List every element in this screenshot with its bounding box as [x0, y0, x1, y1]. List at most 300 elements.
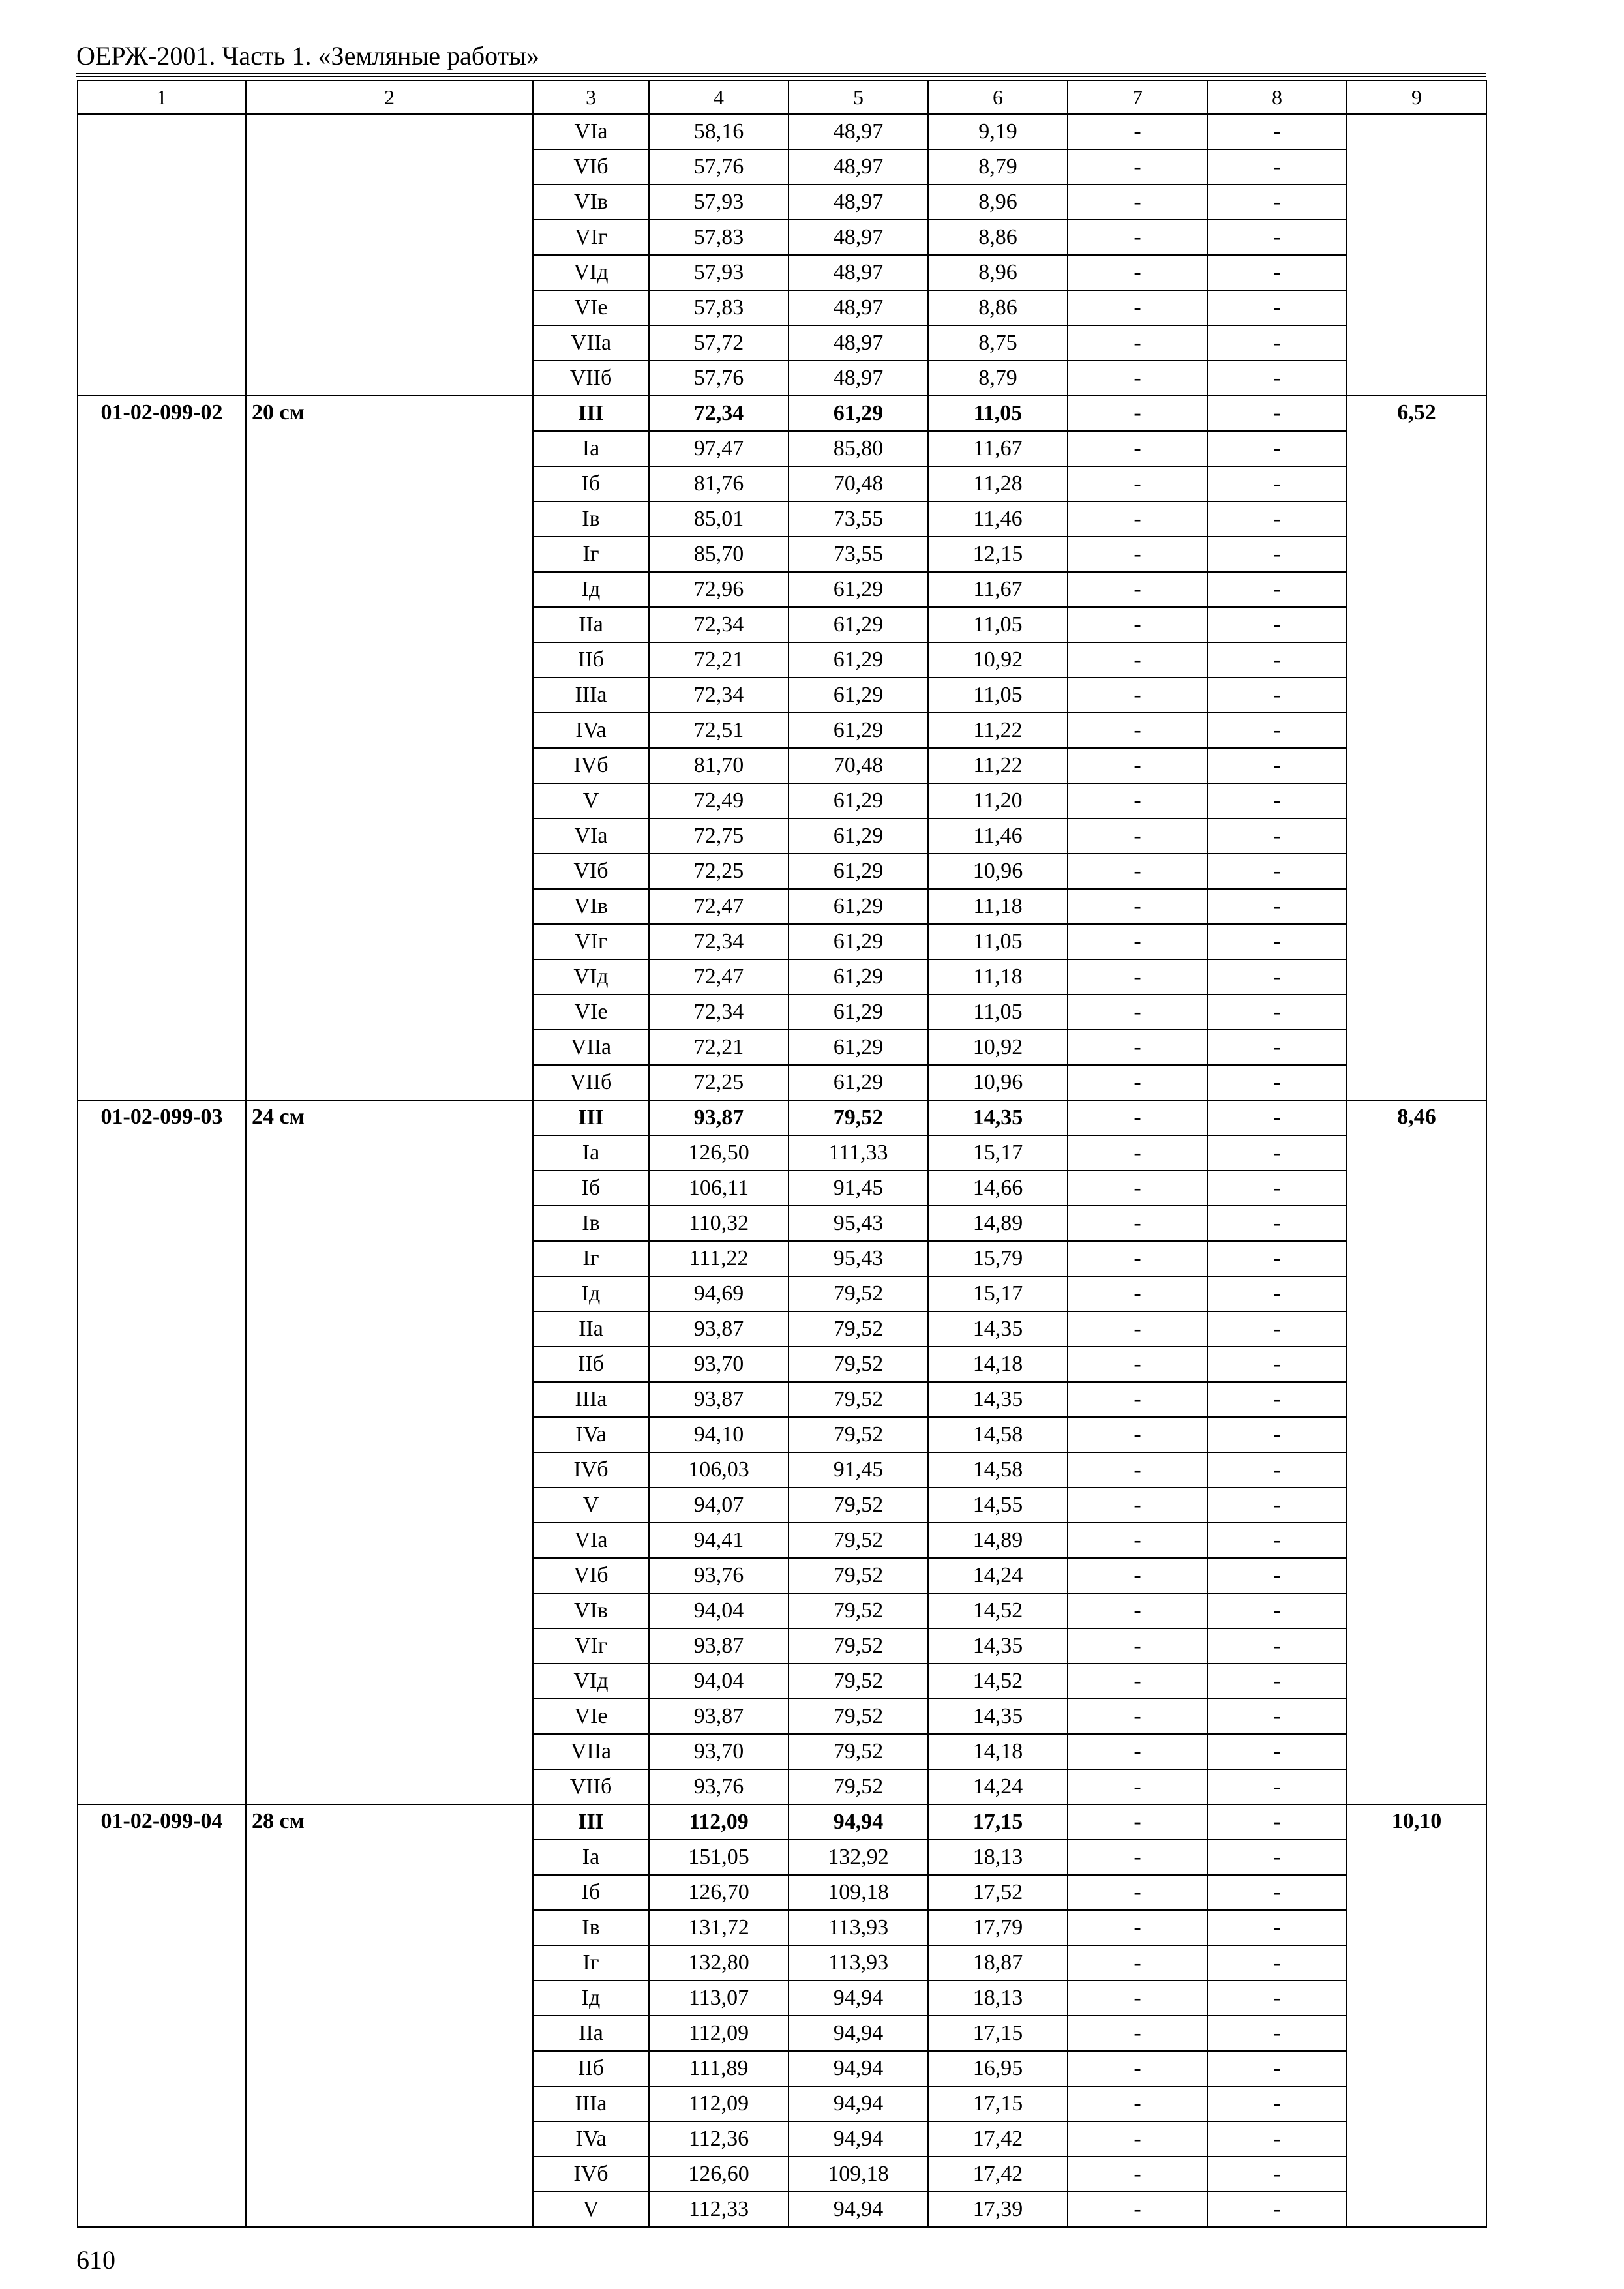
machine-cost-cell: 10,96 [928, 1065, 1068, 1100]
driver-wages-cell: - [1068, 1945, 1207, 1981]
category-cell: IIб [533, 642, 649, 678]
category-cell: VIг [533, 220, 649, 255]
driver-wages-cell: - [1068, 1276, 1207, 1311]
category-cell: IVa [533, 713, 649, 748]
table-row [78, 114, 1486, 149]
labor-cost-cell [1347, 114, 1486, 396]
materials-cell: - [1207, 185, 1347, 220]
wages-cell: 132,92 [789, 1840, 928, 1875]
wages-cell: 70,48 [789, 466, 928, 501]
machine-cost-cell: 11,20 [928, 783, 1068, 818]
wages-cell: 79,52 [789, 1734, 928, 1769]
driver-wages-cell: - [1068, 1699, 1207, 1734]
category-cell: Iб [533, 1171, 649, 1206]
wages-cell: 48,97 [789, 220, 928, 255]
total-cost-cell: 94,10 [649, 1417, 789, 1452]
category-cell: III [533, 396, 649, 431]
wages-cell: 61,29 [789, 713, 928, 748]
wages-cell: 109,18 [789, 2157, 928, 2192]
category-cell: VIIa [533, 1030, 649, 1065]
wages-cell: 61,29 [789, 1030, 928, 1065]
machine-cost-cell: 11,28 [928, 466, 1068, 501]
category-cell: VIIa [533, 325, 649, 361]
driver-wages-cell: - [1068, 995, 1207, 1030]
driver-wages-cell: - [1068, 501, 1207, 537]
category-cell: III [533, 1804, 649, 1840]
category-cell: VIe [533, 1699, 649, 1734]
total-cost-cell: 57,93 [649, 255, 789, 290]
machine-cost-cell: 11,22 [928, 713, 1068, 748]
driver-wages-cell: - [1068, 1171, 1207, 1206]
total-cost-cell: 93,87 [649, 1311, 789, 1347]
wages-cell: 48,97 [789, 149, 928, 185]
materials-cell: - [1207, 1171, 1347, 1206]
materials-cell: - [1207, 149, 1347, 185]
category-cell: Iв [533, 1206, 649, 1241]
wages-cell: 61,29 [789, 818, 928, 854]
category-cell: Iб [533, 466, 649, 501]
materials-cell: - [1207, 1065, 1347, 1100]
category-cell: V [533, 783, 649, 818]
total-cost-cell: 57,72 [649, 325, 789, 361]
wages-cell: 94,94 [789, 2192, 928, 2227]
materials-cell: - [1207, 1100, 1347, 1135]
materials-cell: - [1207, 1452, 1347, 1488]
machine-cost-cell: 8,86 [928, 290, 1068, 325]
wages-cell: 79,52 [789, 1347, 928, 1382]
total-cost-cell: 93,87 [649, 1100, 789, 1135]
wages-cell: 95,43 [789, 1241, 928, 1276]
category-cell: VIб [533, 854, 649, 889]
wages-cell: 79,52 [789, 1382, 928, 1417]
wages-cell: 61,29 [789, 924, 928, 959]
materials-cell: - [1207, 361, 1347, 396]
driver-wages-cell: - [1068, 290, 1207, 325]
total-cost-cell: 72,75 [649, 818, 789, 854]
driver-wages-cell: - [1068, 1804, 1207, 1840]
column-number: 5 [789, 80, 928, 114]
wages-cell: 95,43 [789, 1206, 928, 1241]
driver-wages-cell: - [1068, 572, 1207, 607]
materials-cell: - [1207, 1417, 1347, 1452]
category-cell: V [533, 2192, 649, 2227]
wages-cell: 113,93 [789, 1910, 928, 1945]
machine-cost-cell: 14,24 [928, 1769, 1068, 1804]
machine-cost-cell: 14,55 [928, 1488, 1068, 1523]
wages-cell: 61,29 [789, 678, 928, 713]
total-cost-cell: 113,07 [649, 1981, 789, 2016]
category-cell: VIa [533, 1523, 649, 1558]
driver-wages-cell: - [1068, 607, 1207, 642]
driver-wages-cell: - [1068, 642, 1207, 678]
rate-code-cell: 01-02-099-04 [78, 1804, 246, 2227]
wages-cell: 79,52 [789, 1558, 928, 1593]
category-cell: IVa [533, 1417, 649, 1452]
wages-cell: 91,45 [789, 1452, 928, 1488]
materials-cell: - [1207, 572, 1347, 607]
total-cost-cell: 106,03 [649, 1452, 789, 1488]
page-number: 610 [76, 2245, 115, 2275]
category-cell: Iд [533, 1276, 649, 1311]
machine-cost-cell: 17,52 [928, 1875, 1068, 1910]
category-cell: VIд [533, 1664, 649, 1699]
category-cell: Iд [533, 1981, 649, 2016]
materials-cell: - [1207, 2086, 1347, 2121]
wages-cell: 61,29 [789, 959, 928, 995]
total-cost-cell: 94,04 [649, 1664, 789, 1699]
category-cell: IVб [533, 1452, 649, 1488]
category-cell: IVб [533, 2157, 649, 2192]
total-cost-cell: 112,09 [649, 2016, 789, 2051]
wages-cell: 79,52 [789, 1417, 928, 1452]
description-cell: 20 см [246, 396, 533, 1100]
materials-cell: - [1207, 2192, 1347, 2227]
category-cell: Ia [533, 431, 649, 466]
machine-cost-cell: 11,18 [928, 889, 1068, 924]
category-cell: VIв [533, 185, 649, 220]
category-cell: IIб [533, 1347, 649, 1382]
driver-wages-cell: - [1068, 924, 1207, 959]
total-cost-cell: 131,72 [649, 1910, 789, 1945]
wages-cell: 48,97 [789, 325, 928, 361]
header-double-rule [76, 73, 1486, 77]
machine-cost-cell: 14,52 [928, 1664, 1068, 1699]
wages-cell: 111,33 [789, 1135, 928, 1171]
column-number: 4 [649, 80, 789, 114]
category-cell: VIг [533, 924, 649, 959]
driver-wages-cell: - [1068, 2157, 1207, 2192]
materials-cell: - [1207, 1875, 1347, 1910]
total-cost-cell: 111,89 [649, 2051, 789, 2086]
driver-wages-cell: - [1068, 1382, 1207, 1417]
wages-cell: 61,29 [789, 854, 928, 889]
materials-cell: - [1207, 1593, 1347, 1628]
wages-cell: 48,97 [789, 290, 928, 325]
driver-wages-cell: - [1068, 1593, 1207, 1628]
wages-cell: 94,94 [789, 2051, 928, 2086]
total-cost-cell: 72,34 [649, 924, 789, 959]
driver-wages-cell: - [1068, 537, 1207, 572]
machine-cost-cell: 8,79 [928, 361, 1068, 396]
machine-cost-cell: 14,35 [928, 1382, 1068, 1417]
category-cell: VIд [533, 255, 649, 290]
driver-wages-cell: - [1068, 2051, 1207, 2086]
materials-cell: - [1207, 501, 1347, 537]
driver-wages-cell: - [1068, 1417, 1207, 1452]
materials-cell: - [1207, 2051, 1347, 2086]
total-cost-cell: 126,50 [649, 1135, 789, 1171]
category-cell: IIa [533, 2016, 649, 2051]
materials-cell: - [1207, 396, 1347, 431]
driver-wages-cell: - [1068, 149, 1207, 185]
description-cell: 24 см [246, 1100, 533, 1804]
driver-wages-cell: - [1068, 2121, 1207, 2157]
materials-cell: - [1207, 1206, 1347, 1241]
total-cost-cell: 72,34 [649, 607, 789, 642]
category-cell: VIIб [533, 1769, 649, 1804]
wages-cell: 79,52 [789, 1664, 928, 1699]
category-cell: Iг [533, 1945, 649, 1981]
wages-cell: 79,52 [789, 1523, 928, 1558]
materials-cell: - [1207, 1981, 1347, 2016]
category-cell: V [533, 1488, 649, 1523]
wages-cell: 48,97 [789, 114, 928, 149]
machine-cost-cell: 17,42 [928, 2157, 1068, 2192]
driver-wages-cell: - [1068, 185, 1207, 220]
materials-cell: - [1207, 1664, 1347, 1699]
materials-cell: - [1207, 325, 1347, 361]
materials-cell: - [1207, 220, 1347, 255]
machine-cost-cell: 15,79 [928, 1241, 1068, 1276]
total-cost-cell: 72,34 [649, 995, 789, 1030]
table-row [78, 396, 1486, 431]
driver-wages-cell: - [1068, 325, 1207, 361]
rate-code-cell: 01-02-099-02 [78, 396, 246, 1100]
machine-cost-cell: 18,13 [928, 1981, 1068, 2016]
wages-cell: 94,94 [789, 2121, 928, 2157]
driver-wages-cell: - [1068, 1664, 1207, 1699]
total-cost-cell: 97,47 [649, 431, 789, 466]
column-number: 6 [928, 80, 1068, 114]
driver-wages-cell: - [1068, 1030, 1207, 1065]
driver-wages-cell: - [1068, 1910, 1207, 1945]
machine-cost-cell: 9,19 [928, 114, 1068, 149]
wages-cell: 79,52 [789, 1311, 928, 1347]
wages-cell: 61,29 [789, 607, 928, 642]
driver-wages-cell: - [1068, 2192, 1207, 2227]
column-number: 7 [1068, 80, 1207, 114]
category-cell: IVб [533, 748, 649, 783]
category-cell: VIб [533, 1558, 649, 1593]
machine-cost-cell: 14,35 [928, 1311, 1068, 1347]
total-cost-cell: 57,76 [649, 361, 789, 396]
driver-wages-cell: - [1068, 959, 1207, 995]
table-body [78, 114, 1486, 2227]
total-cost-cell: 126,60 [649, 2157, 789, 2192]
materials-cell: - [1207, 607, 1347, 642]
materials-cell: - [1207, 1628, 1347, 1664]
category-cell: VIв [533, 889, 649, 924]
category-cell: VIIб [533, 361, 649, 396]
rate-code-cell: 01-02-099-03 [78, 1100, 246, 1804]
machine-cost-cell: 16,95 [928, 2051, 1068, 2086]
category-cell: VIб [533, 149, 649, 185]
total-cost-cell: 94,07 [649, 1488, 789, 1523]
machine-cost-cell: 14,18 [928, 1347, 1068, 1382]
materials-cell: - [1207, 1135, 1347, 1171]
total-cost-cell: 57,76 [649, 149, 789, 185]
wages-cell: 91,45 [789, 1171, 928, 1206]
total-cost-cell: 57,83 [649, 220, 789, 255]
total-cost-cell: 93,87 [649, 1382, 789, 1417]
column-number: 1 [78, 80, 246, 114]
wages-cell: 94,94 [789, 1804, 928, 1840]
table-row [78, 1804, 1486, 1840]
machine-cost-cell: 11,05 [928, 396, 1068, 431]
materials-cell: - [1207, 2016, 1347, 2051]
total-cost-cell: 93,76 [649, 1558, 789, 1593]
driver-wages-cell: - [1068, 1628, 1207, 1664]
machine-cost-cell: 8,79 [928, 149, 1068, 185]
wages-cell: 48,97 [789, 361, 928, 396]
machine-cost-cell: 17,15 [928, 2086, 1068, 2121]
machine-cost-cell: 18,87 [928, 1945, 1068, 1981]
materials-cell: - [1207, 995, 1347, 1030]
total-cost-cell: 93,76 [649, 1769, 789, 1804]
materials-cell: - [1207, 854, 1347, 889]
machine-cost-cell: 14,66 [928, 1171, 1068, 1206]
driver-wages-cell: - [1068, 114, 1207, 149]
machine-cost-cell: 11,67 [928, 431, 1068, 466]
category-cell: VIe [533, 995, 649, 1030]
total-cost-cell: 81,76 [649, 466, 789, 501]
category-cell: IIб [533, 2051, 649, 2086]
category-cell: VIд [533, 959, 649, 995]
driver-wages-cell: - [1068, 1135, 1207, 1171]
total-cost-cell: 85,70 [649, 537, 789, 572]
total-cost-cell: 112,36 [649, 2121, 789, 2157]
machine-cost-cell: 10,92 [928, 642, 1068, 678]
wages-cell: 73,55 [789, 501, 928, 537]
machine-cost-cell: 14,89 [928, 1206, 1068, 1241]
description-cell: 28 см [246, 1804, 533, 2227]
driver-wages-cell: - [1068, 361, 1207, 396]
wages-cell: 61,29 [789, 572, 928, 607]
column-number: 3 [533, 80, 649, 114]
machine-cost-cell: 10,92 [928, 1030, 1068, 1065]
machine-cost-cell: 14,52 [928, 1593, 1068, 1628]
labor-cost-cell: 6,52 [1347, 396, 1486, 1100]
total-cost-cell: 72,21 [649, 642, 789, 678]
wages-cell: 109,18 [789, 1875, 928, 1910]
total-cost-cell: 112,09 [649, 1804, 789, 1840]
materials-cell: - [1207, 1840, 1347, 1875]
driver-wages-cell: - [1068, 889, 1207, 924]
machine-cost-cell: 8,75 [928, 325, 1068, 361]
driver-wages-cell: - [1068, 783, 1207, 818]
page-header: ОЕРЖ-2001. Часть 1. «Земляные работы» [76, 41, 539, 70]
driver-wages-cell: - [1068, 818, 1207, 854]
wages-cell: 94,94 [789, 2086, 928, 2121]
total-cost-cell: 93,87 [649, 1628, 789, 1664]
category-cell: IIIa [533, 1382, 649, 1417]
machine-cost-cell: 11,05 [928, 678, 1068, 713]
category-cell: Iг [533, 1241, 649, 1276]
driver-wages-cell: - [1068, 1488, 1207, 1523]
materials-cell: - [1207, 1030, 1347, 1065]
driver-wages-cell: - [1068, 1206, 1207, 1241]
materials-cell: - [1207, 2121, 1347, 2157]
driver-wages-cell: - [1068, 748, 1207, 783]
machine-cost-cell: 18,13 [928, 1840, 1068, 1875]
machine-cost-cell: 8,86 [928, 220, 1068, 255]
driver-wages-cell: - [1068, 1769, 1207, 1804]
total-cost-cell: 72,25 [649, 1065, 789, 1100]
wages-cell: 70,48 [789, 748, 928, 783]
machine-cost-cell: 14,35 [928, 1628, 1068, 1664]
column-number: 2 [246, 80, 533, 114]
total-cost-cell: 72,49 [649, 783, 789, 818]
total-cost-cell: 72,47 [649, 959, 789, 995]
category-cell: VIIa [533, 1734, 649, 1769]
materials-cell: - [1207, 1699, 1347, 1734]
driver-wages-cell: - [1068, 678, 1207, 713]
driver-wages-cell: - [1068, 255, 1207, 290]
materials-cell: - [1207, 959, 1347, 995]
table-row [78, 1100, 1486, 1135]
total-cost-cell: 94,41 [649, 1523, 789, 1558]
machine-cost-cell: 11,46 [928, 501, 1068, 537]
category-cell: IIa [533, 607, 649, 642]
total-cost-cell: 112,09 [649, 2086, 789, 2121]
total-cost-cell: 72,21 [649, 1030, 789, 1065]
wages-cell: 79,52 [789, 1100, 928, 1135]
machine-cost-cell: 17,15 [928, 2016, 1068, 2051]
machine-cost-cell: 11,05 [928, 924, 1068, 959]
driver-wages-cell: - [1068, 1241, 1207, 1276]
materials-cell: - [1207, 713, 1347, 748]
machine-cost-cell: 10,96 [928, 854, 1068, 889]
category-cell: Iв [533, 501, 649, 537]
category-cell: Ia [533, 1135, 649, 1171]
total-cost-cell: 110,32 [649, 1206, 789, 1241]
driver-wages-cell: - [1068, 1065, 1207, 1100]
wages-cell: 79,52 [789, 1593, 928, 1628]
total-cost-cell: 111,22 [649, 1241, 789, 1276]
total-cost-cell: 93,70 [649, 1734, 789, 1769]
driver-wages-cell: - [1068, 713, 1207, 748]
category-cell: IIIa [533, 2086, 649, 2121]
driver-wages-cell: - [1068, 431, 1207, 466]
machine-cost-cell: 8,96 [928, 255, 1068, 290]
column-number-row [78, 80, 1486, 114]
materials-cell: - [1207, 1945, 1347, 1981]
total-cost-cell: 57,93 [649, 185, 789, 220]
materials-cell: - [1207, 1804, 1347, 1840]
driver-wages-cell: - [1068, 1840, 1207, 1875]
category-cell: Iг [533, 537, 649, 572]
materials-cell: - [1207, 1769, 1347, 1804]
materials-cell: - [1207, 1276, 1347, 1311]
materials-cell: - [1207, 255, 1347, 290]
machine-cost-cell: 8,96 [928, 185, 1068, 220]
materials-cell: - [1207, 1382, 1347, 1417]
column-number: 9 [1347, 80, 1486, 114]
machine-cost-cell: 11,46 [928, 818, 1068, 854]
materials-cell: - [1207, 889, 1347, 924]
materials-cell: - [1207, 1241, 1347, 1276]
total-cost-cell: 94,69 [649, 1276, 789, 1311]
total-cost-cell: 72,51 [649, 713, 789, 748]
wages-cell: 61,29 [789, 396, 928, 431]
total-cost-cell: 72,34 [649, 678, 789, 713]
wages-cell: 48,97 [789, 255, 928, 290]
materials-cell: - [1207, 1910, 1347, 1945]
machine-cost-cell: 14,58 [928, 1452, 1068, 1488]
machine-cost-cell: 17,15 [928, 1804, 1068, 1840]
materials-cell: - [1207, 1523, 1347, 1558]
wages-cell: 48,97 [789, 185, 928, 220]
wages-cell: 85,80 [789, 431, 928, 466]
materials-cell: - [1207, 431, 1347, 466]
wages-cell: 79,52 [789, 1628, 928, 1664]
total-cost-cell: 112,33 [649, 2192, 789, 2227]
total-cost-cell: 93,70 [649, 1347, 789, 1382]
machine-cost-cell: 11,67 [928, 572, 1068, 607]
labor-cost-cell: 8,46 [1347, 1100, 1486, 1804]
driver-wages-cell: - [1068, 466, 1207, 501]
machine-cost-cell: 15,17 [928, 1135, 1068, 1171]
